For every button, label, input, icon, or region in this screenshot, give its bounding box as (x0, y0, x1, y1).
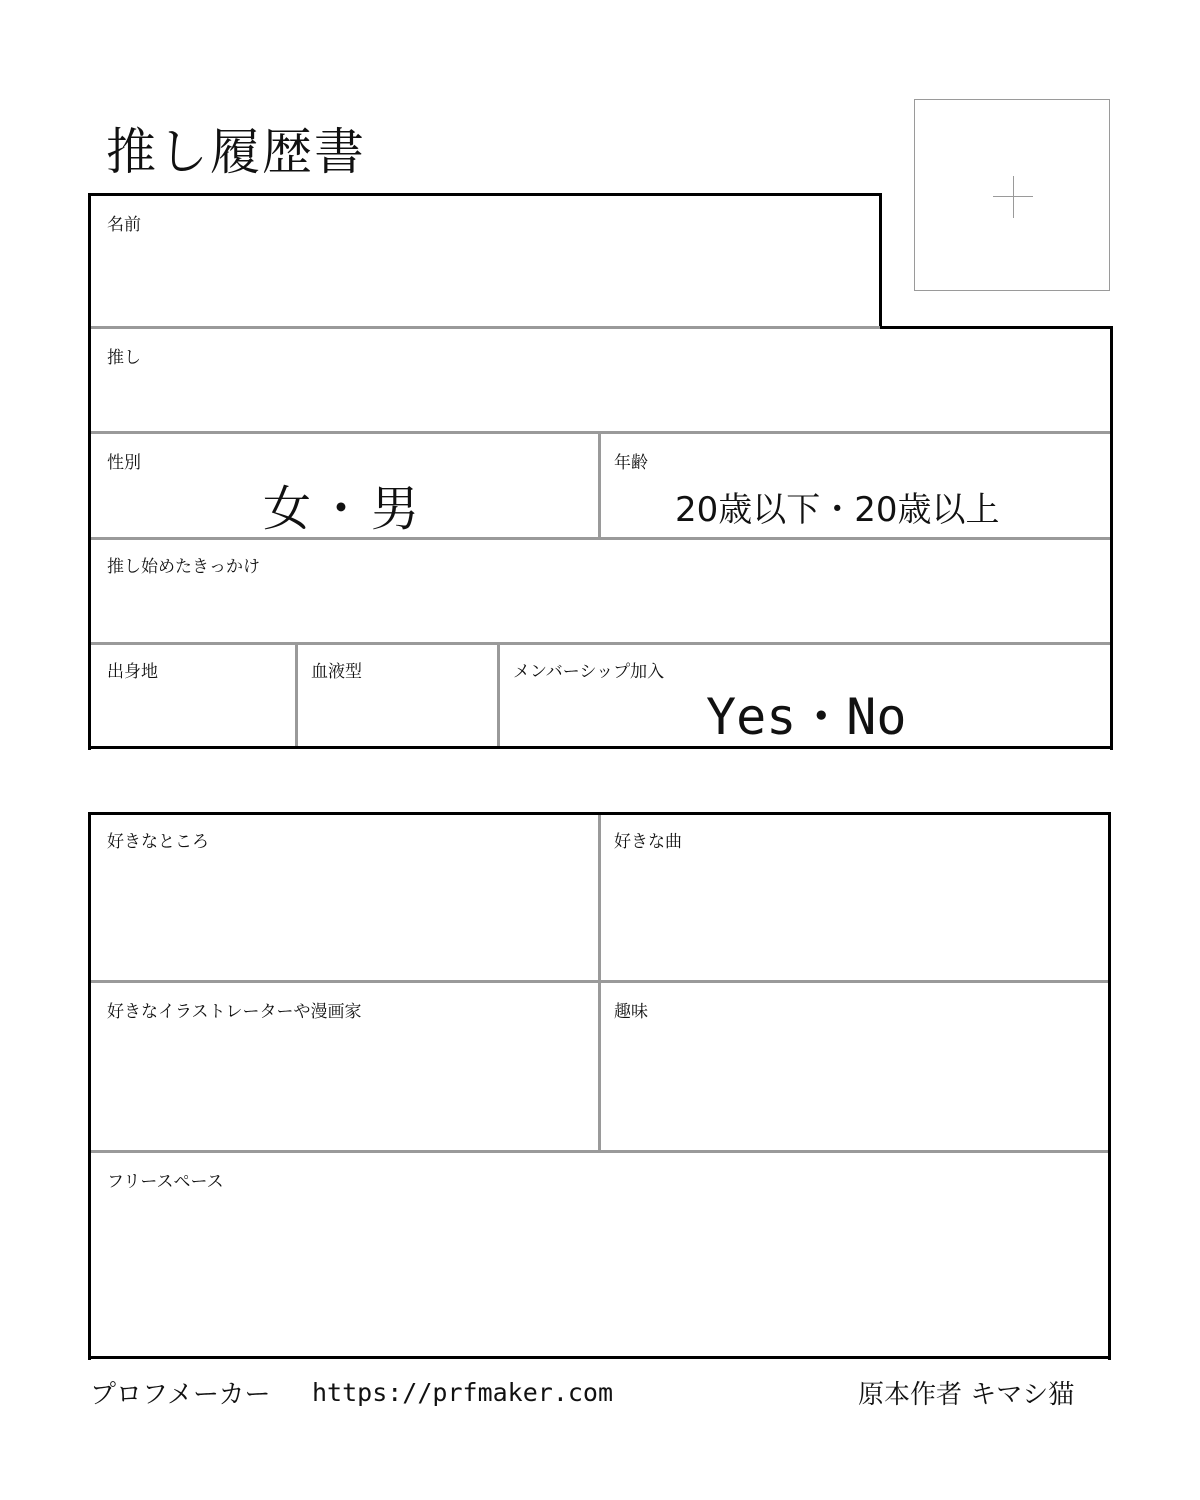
blood-type-field[interactable] (298, 645, 497, 746)
illustrator-label: 好きなイラストレーターや漫画家 (107, 1002, 362, 1022)
oshi-field[interactable] (91, 329, 1110, 431)
trigger-label: 推し始めたきっかけ (107, 557, 260, 577)
free-space-field[interactable] (91, 1153, 1108, 1356)
membership-field[interactable] (500, 645, 1110, 746)
likes-label: 好きなところ (107, 832, 209, 852)
blood-type-label: 血液型 (311, 662, 362, 682)
age-label: 年齢 (614, 453, 648, 473)
page-title: 推し履歴書 (106, 123, 366, 181)
oshi-label: 推し (107, 348, 141, 368)
gender-label: 性別 (107, 453, 141, 473)
name-label: 名前 (107, 215, 141, 235)
footer-site-name: プロフメーカー (90, 1380, 271, 1410)
gender-field[interactable] (91, 434, 598, 537)
illustrator-field[interactable] (91, 983, 598, 1150)
footer-author: 原本作者 キマシ猫 (858, 1380, 1075, 1410)
footer-site-url[interactable]: https://prfmaker.com (312, 1378, 614, 1407)
age-options: 20歳以下・20歳以上 (675, 490, 1000, 530)
likes-field[interactable] (91, 815, 598, 980)
name-field[interactable] (91, 196, 879, 326)
trigger-field[interactable] (91, 540, 1110, 642)
free-space-label: フリースペース (107, 1172, 224, 1192)
membership-options: Yes・No (706, 688, 907, 746)
hobby-field[interactable] (601, 983, 1108, 1150)
photo-upload-box[interactable] (914, 99, 1110, 291)
age-field[interactable] (601, 434, 1110, 537)
hobby-label: 趣味 (614, 1002, 648, 1022)
favorite-song-label: 好きな曲 (614, 832, 682, 852)
hometown-field[interactable] (91, 645, 295, 746)
hometown-label: 出身地 (107, 662, 158, 682)
gender-options: 女・男 (263, 481, 426, 537)
membership-label: メンバーシップ加入 (513, 662, 665, 682)
favorite-song-field[interactable] (601, 815, 1108, 980)
